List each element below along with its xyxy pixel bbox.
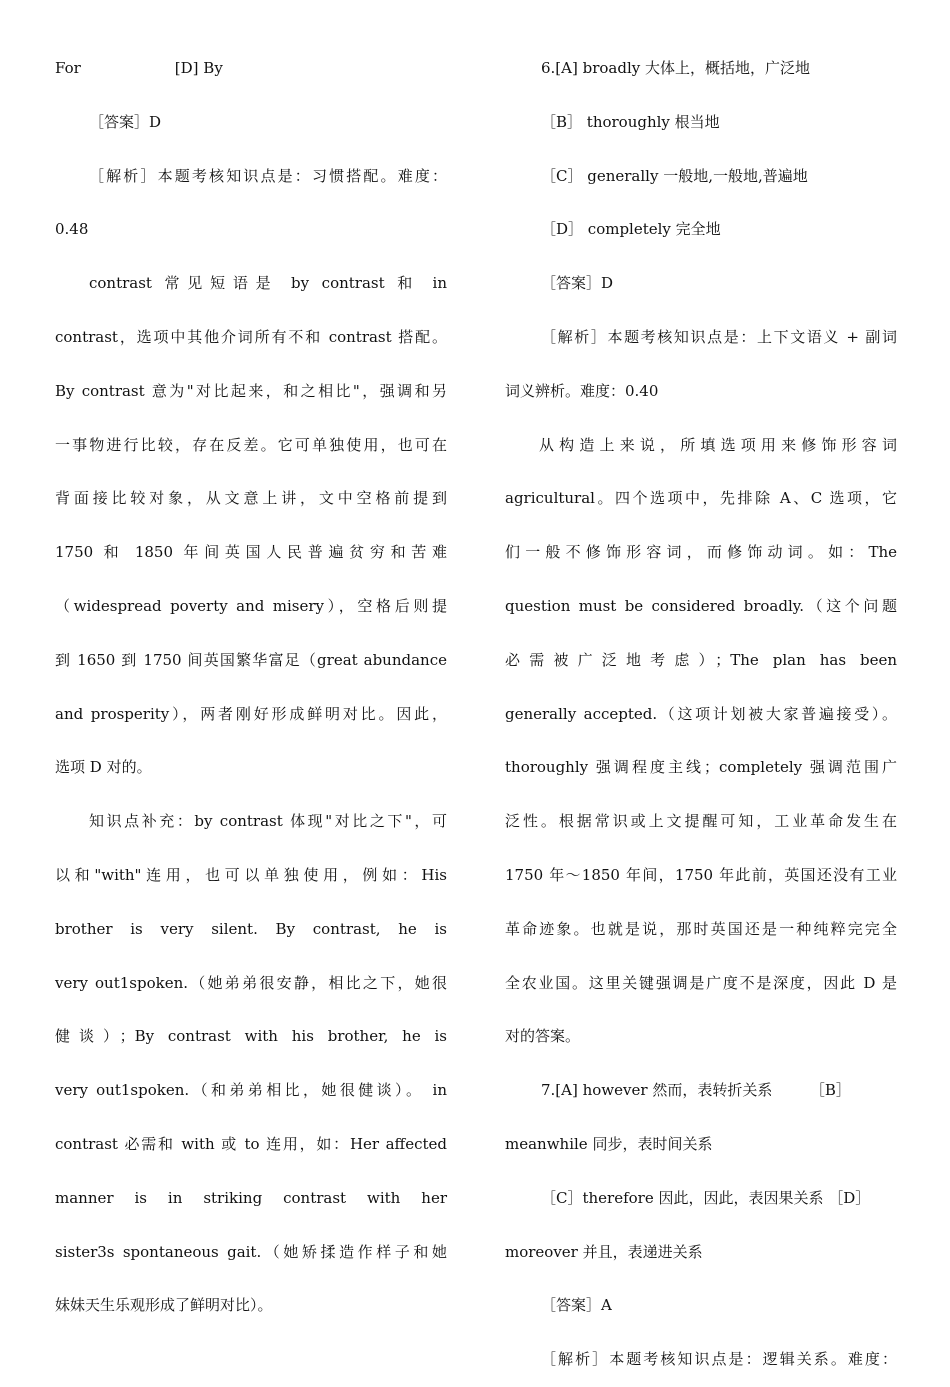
q6-detail-line: 全农业国。这里关键强调是广度不是深度，因此 D 是 [505,973,897,992]
q6-option-b: ［B］ thoroughly 根当地 [541,112,720,131]
q6-detail-line: agricultural。四个选项中，先排除 A、C 选项，它 [505,489,897,508]
option-d-by: [D] By [174,59,223,77]
q6-detail-line: 革命迹象。也就是说，那时英国还是一种纯粹完完全 [505,919,897,938]
q5-analysis-line: contrast，选项中其他介词所有不和 contrast 搭配。 [55,327,447,346]
q7-option-line: 7.[A] however 然而，表转折关系 ［B］ [541,1081,851,1100]
q5-supplement-line: 健谈）；By contrast with his brother, he is [55,1027,447,1046]
q7-analysis: ［解析］本题考核知识点是：逻辑关系。难度： [541,1350,897,1369]
q6-detail-line: 们一般不修饰形容词，而修饰动词。如：The [505,543,897,562]
q5-supplement-line: 妹妹天生乐观形成了鲜明对比）。 [55,1296,273,1315]
q5-supplement-line: 以和"with"连用，也可以单独使用，例如：His [55,865,447,884]
q5-analysis-line: 背面接比较对象，从文意上讲，文中空格前提到 [55,489,447,508]
q5-analysis-line: 到 1650 到 1750 间英国繁华富足（great abundance [55,650,447,669]
q5-supplement-line: manner is in striking contrast with her [55,1188,447,1207]
q5-analysis-line: contrast 常见短语是 by contrast 和 in [89,274,447,293]
q5-analysis-line: 一事物进行比较，存在反差。它可单独使用，也可在 [55,435,447,454]
q6-option-c: ［C］ generally 一般地,一般地,普遍地 [541,166,808,185]
q5-supplement-line: brother is very silent. By contrast, he is [55,919,447,938]
q5-answer: ［答案］D [89,112,162,131]
q5-supplement-line: very out1spoken.（和弟弟相比，她很健谈）。 in [55,1081,447,1100]
q5-analysis-line: 1750 和 1850 年间英国人民普遍贫穷和苦难 [55,543,447,562]
q5-supplement-line: 知识点补充：by contrast 体现"对比之下"，可 [89,812,447,831]
q5-supplement-line: sister3s spontaneous gait.（她矫揉造作样子和她 [55,1242,447,1261]
q7-option-line: meanwhile 同步，表时间关系 [505,1134,713,1153]
q6-detail-line: 1750 年～1850 年间，1750 年此前，英国还没有工业 [505,865,897,884]
q6-option-a: 6.[A] broadly 大体上，概括地，广泛地 [541,59,811,77]
q5-supplement-line: contrast 必需和 with 或 to 连用，如：Her affected [55,1134,447,1153]
q6-answer: ［答案］D [541,274,614,293]
q6-option-d: ［D］ completely 完全地 [541,220,721,239]
q5-supplement-line: very out1spoken.（她弟弟很安静，相比之下，她很 [55,973,447,992]
q5-analysis-line: and prosperity），两者刚好形成鲜明对比。因此， [55,704,447,723]
q6-analysis-line: 词义辨析。难度：0.40 [505,381,659,400]
q5-analysis-line: ［解析］本题考核知识点是：习惯搭配。难度： [89,166,447,185]
q6-detail-line: 从构造上来说，所填选项用来修饰形容词 [539,435,897,454]
option-for: For [55,59,81,77]
q7-option-line: ［C］therefore 因此，因此，表因果关系 ［D］ [541,1188,871,1207]
q5-analysis-line: （widespread poverty and misery），空格后则提 [55,596,447,615]
q6-detail-line: 泛性。根据常识或上文提醒可知，工业革命发生在 [505,812,897,831]
q6-detail-line: thoroughly 强调程度主线；completely 强调范围广 [505,758,897,777]
q6-detail-line: question must be considered broadly.（这个问题 [505,596,897,615]
q5-analysis-line: 0.48 [55,220,89,239]
left-column [55,42,447,1333]
q6-detail-line: 对的答案。 [505,1027,581,1046]
right-column [505,42,897,1387]
q5-analysis-line: By contrast 意为"对比起来，和之相比"，强调和另 [55,381,447,400]
q6-detail-line: generally accepted.（这项计划被大家普遍接受）。 [505,704,897,723]
q7-answer: ［答案］A [541,1296,612,1315]
option-line-for-d [55,42,447,96]
q6-detail-line: 必需被广泛地考虑）；The plan has been [505,650,897,669]
q7-option-line: moreover 并且，表递进关系 [505,1242,703,1261]
q6-analysis-line: ［解析］本题考核知识点是：上下文语义 + 副词 [541,327,897,346]
q5-analysis-line: 选项 D 对的。 [55,758,152,777]
